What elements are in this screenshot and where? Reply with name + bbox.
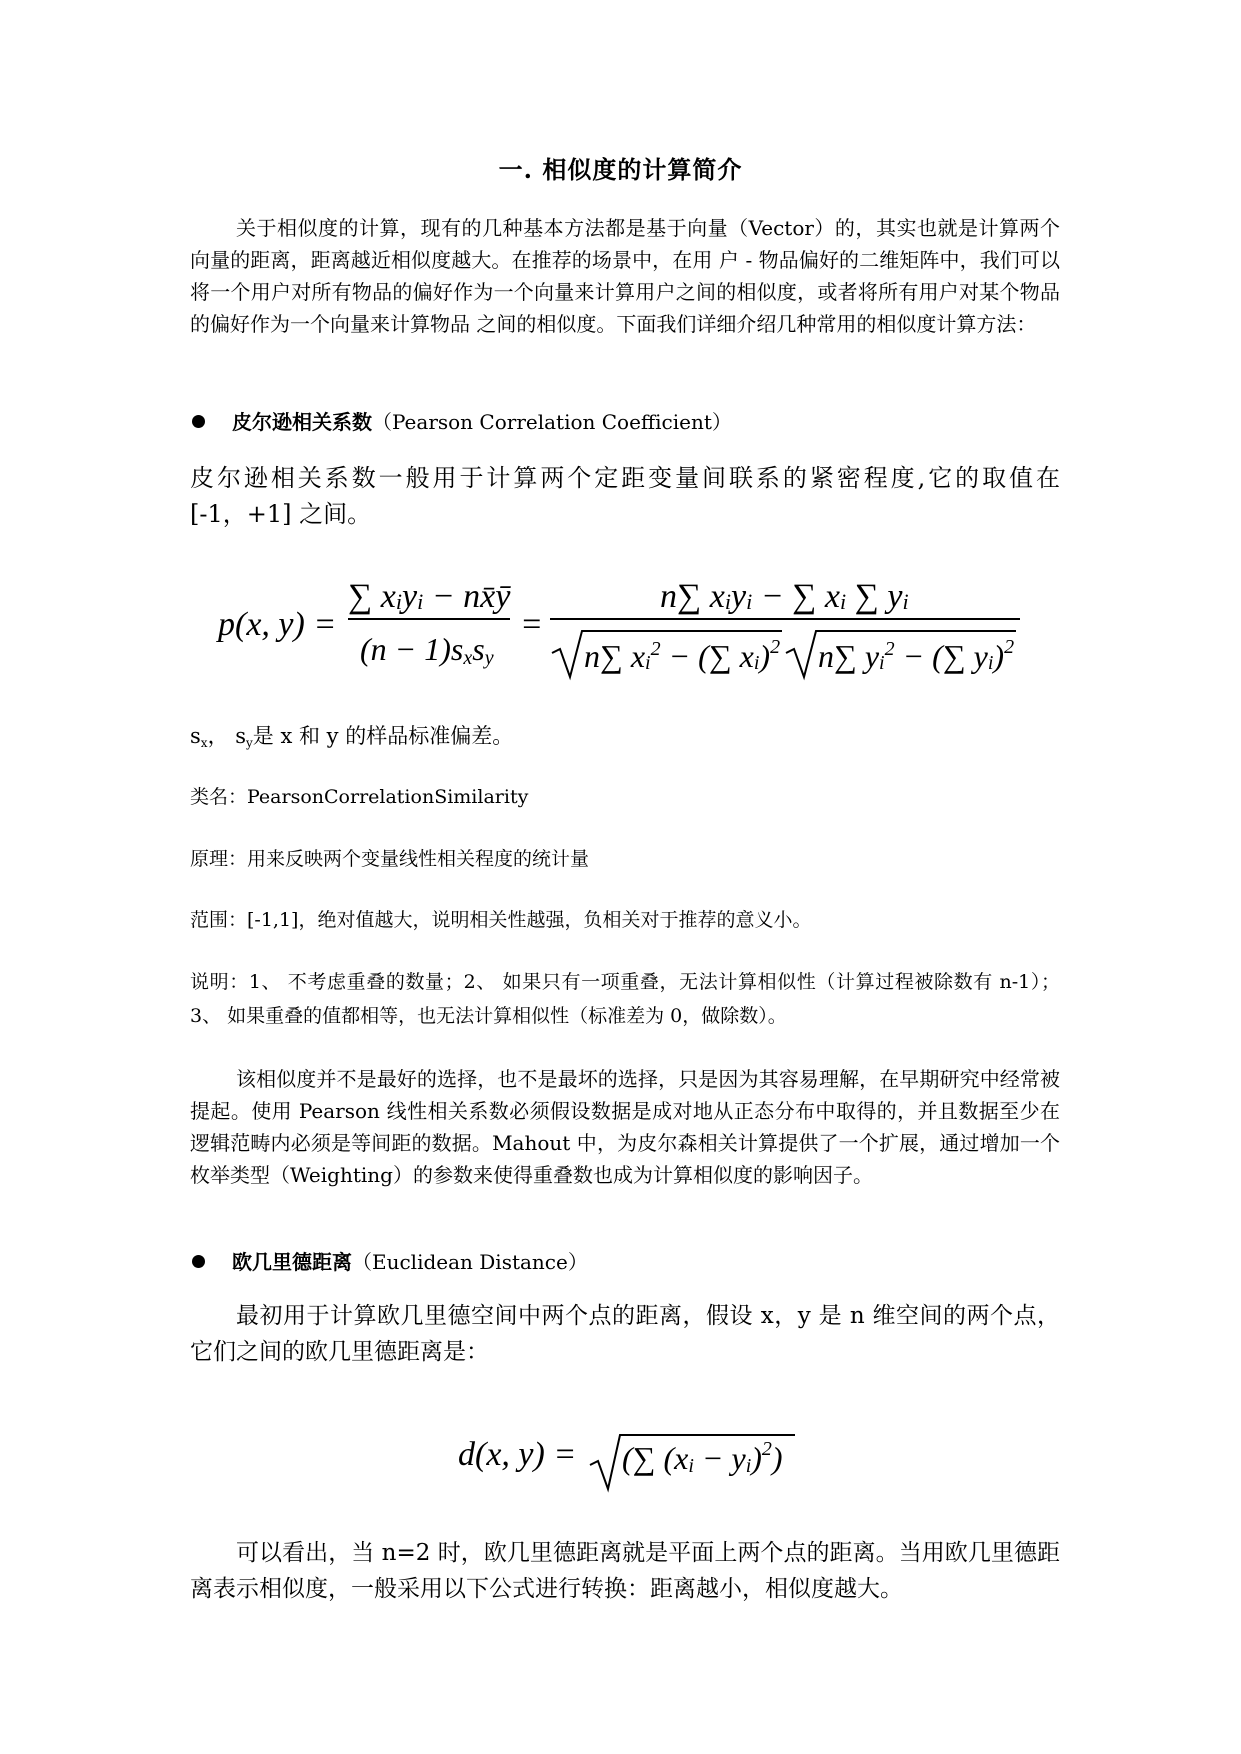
sd-s: s (190, 724, 201, 748)
euclidean-formula-lhs: d(x, y) = (458, 1436, 577, 1473)
euclidean-formula-radicand: (∑ (xi − yi)$^2$) (622, 1438, 783, 1477)
euclidean-description: 最初用于计算欧几里德空间中两个点的距离，假设 x，y 是 n 维空间的两个点，它们之间的欧几里德距离是： (190, 1303, 1060, 1365)
std-dev-note (190, 720, 1060, 759)
sd-x-sub: x (200, 736, 208, 750)
pearson-formula (210, 565, 1030, 685)
pearson-formula-numerator-2: n∑ xiyi − ∑ xi ∑ yi (660, 578, 909, 615)
pearson-formula-den-sqrt-1: n∑ $xi^2$ − (∑ xi)$^2$ (584, 636, 781, 674)
principle-line: 原理：用来反映两个变量线性相关程度的统计量 (190, 848, 590, 870)
sd-y-sub: y (246, 736, 253, 750)
note-paragraph: 说明：1、 不考虑重叠的数量；2、 如果只有一项重叠，无法计算相似性（计算过程被除数有 n-1）；3、 如果重叠的值都相等，也无法计算相似性（标准差为 0，做除数）。 (190, 971, 1060, 1027)
pearson-description: 皮尔逊相关系数一般用于计算两个定距变量间联系的紧密程度,它的取值在 [-1，+1] 之间。 (190, 464, 1060, 528)
intro-paragraph: 关于相似度的计算，现有的几种基本方法都是基于向量（Vector）的，其实也就是计算两个向量的距离，距离越近相似度越大。在推荐的场景中，在用 户 - 物品偏好的二维矩阵中，我们可以将一个用户对所有物品的偏好作为一个向量来计算用户之间的相似度，或者将所有用户对某个物品的偏好作为一个向量来计算物品 之间的相似度。下面我们详细介绍几种常用的相似度计算方法： (190, 216, 1060, 336)
euclidean-after: 可以看出，当 n=2 时，欧几里德距离就是平面上两个点的距离。当用欧几里德距离表示相似度，一般采用以下公式进行转换：距离越小，相似度越大。 (190, 1540, 1060, 1602)
class-name-line: 类名：PearsonCorrelationSimilarity (190, 786, 529, 808)
euclidean-heading: 欧几里德距离 (232, 1250, 352, 1274)
bullet-dot-icon (192, 1255, 205, 1268)
pearson-formula-denominator: (n − 1)sxsy (360, 631, 494, 669)
sd-sep: ， s (207, 724, 247, 748)
pearson-heading: 皮尔逊相关系数 (232, 410, 372, 434)
pearson-formula-equals: = (520, 606, 543, 643)
bullet-pearson (190, 406, 1060, 438)
pearson-formula-lhs: p(x, y) = (218, 606, 337, 643)
bullet-dot-icon (192, 415, 205, 428)
pearson-formula-numerator: ∑ xiyi − nx̄ȳ (348, 578, 511, 615)
pearson-formula-den-sqrt-2: n∑ $yi^2$ − (∑ yi)$^2$ (818, 636, 1015, 674)
bullet-euclidean (190, 1246, 1060, 1278)
section-title: 一. 相似度的计算简介 (498, 155, 743, 184)
euclidean-formula-svg (450, 1415, 810, 1495)
euclidean-formula (450, 1415, 810, 1495)
range-line: 范围：[-1,1]，绝对值越大，说明相关性越强，负相关对于推荐的意义小。 (190, 909, 812, 931)
sd-rest: 是 x 和 y 的样品标准偏差。 (252, 724, 514, 748)
pearson-formula-svg (210, 565, 1030, 685)
euclidean-heading-en: （Euclidean Distance） (352, 1250, 588, 1274)
pearson-heading-en: （Pearson Correlation Coefficient） (372, 410, 732, 434)
discussion-paragraph: 该相似度并不是最好的选择，也不是最坏的选择，只是因为其容易理解，在早期研究中经常被提起。使用 Pearson 线性相关系数必须假设数据是成对地从正态分布中取得的，并且数据至少在逻辑范畴内必须是等间距的数据。Mahout 中，为皮尔森相关计算提供了一个扩展，通过增加一个枚举类型（Weighting）的参数来使得重叠数也成为计算相似度的影响因子。 (190, 1067, 1060, 1187)
